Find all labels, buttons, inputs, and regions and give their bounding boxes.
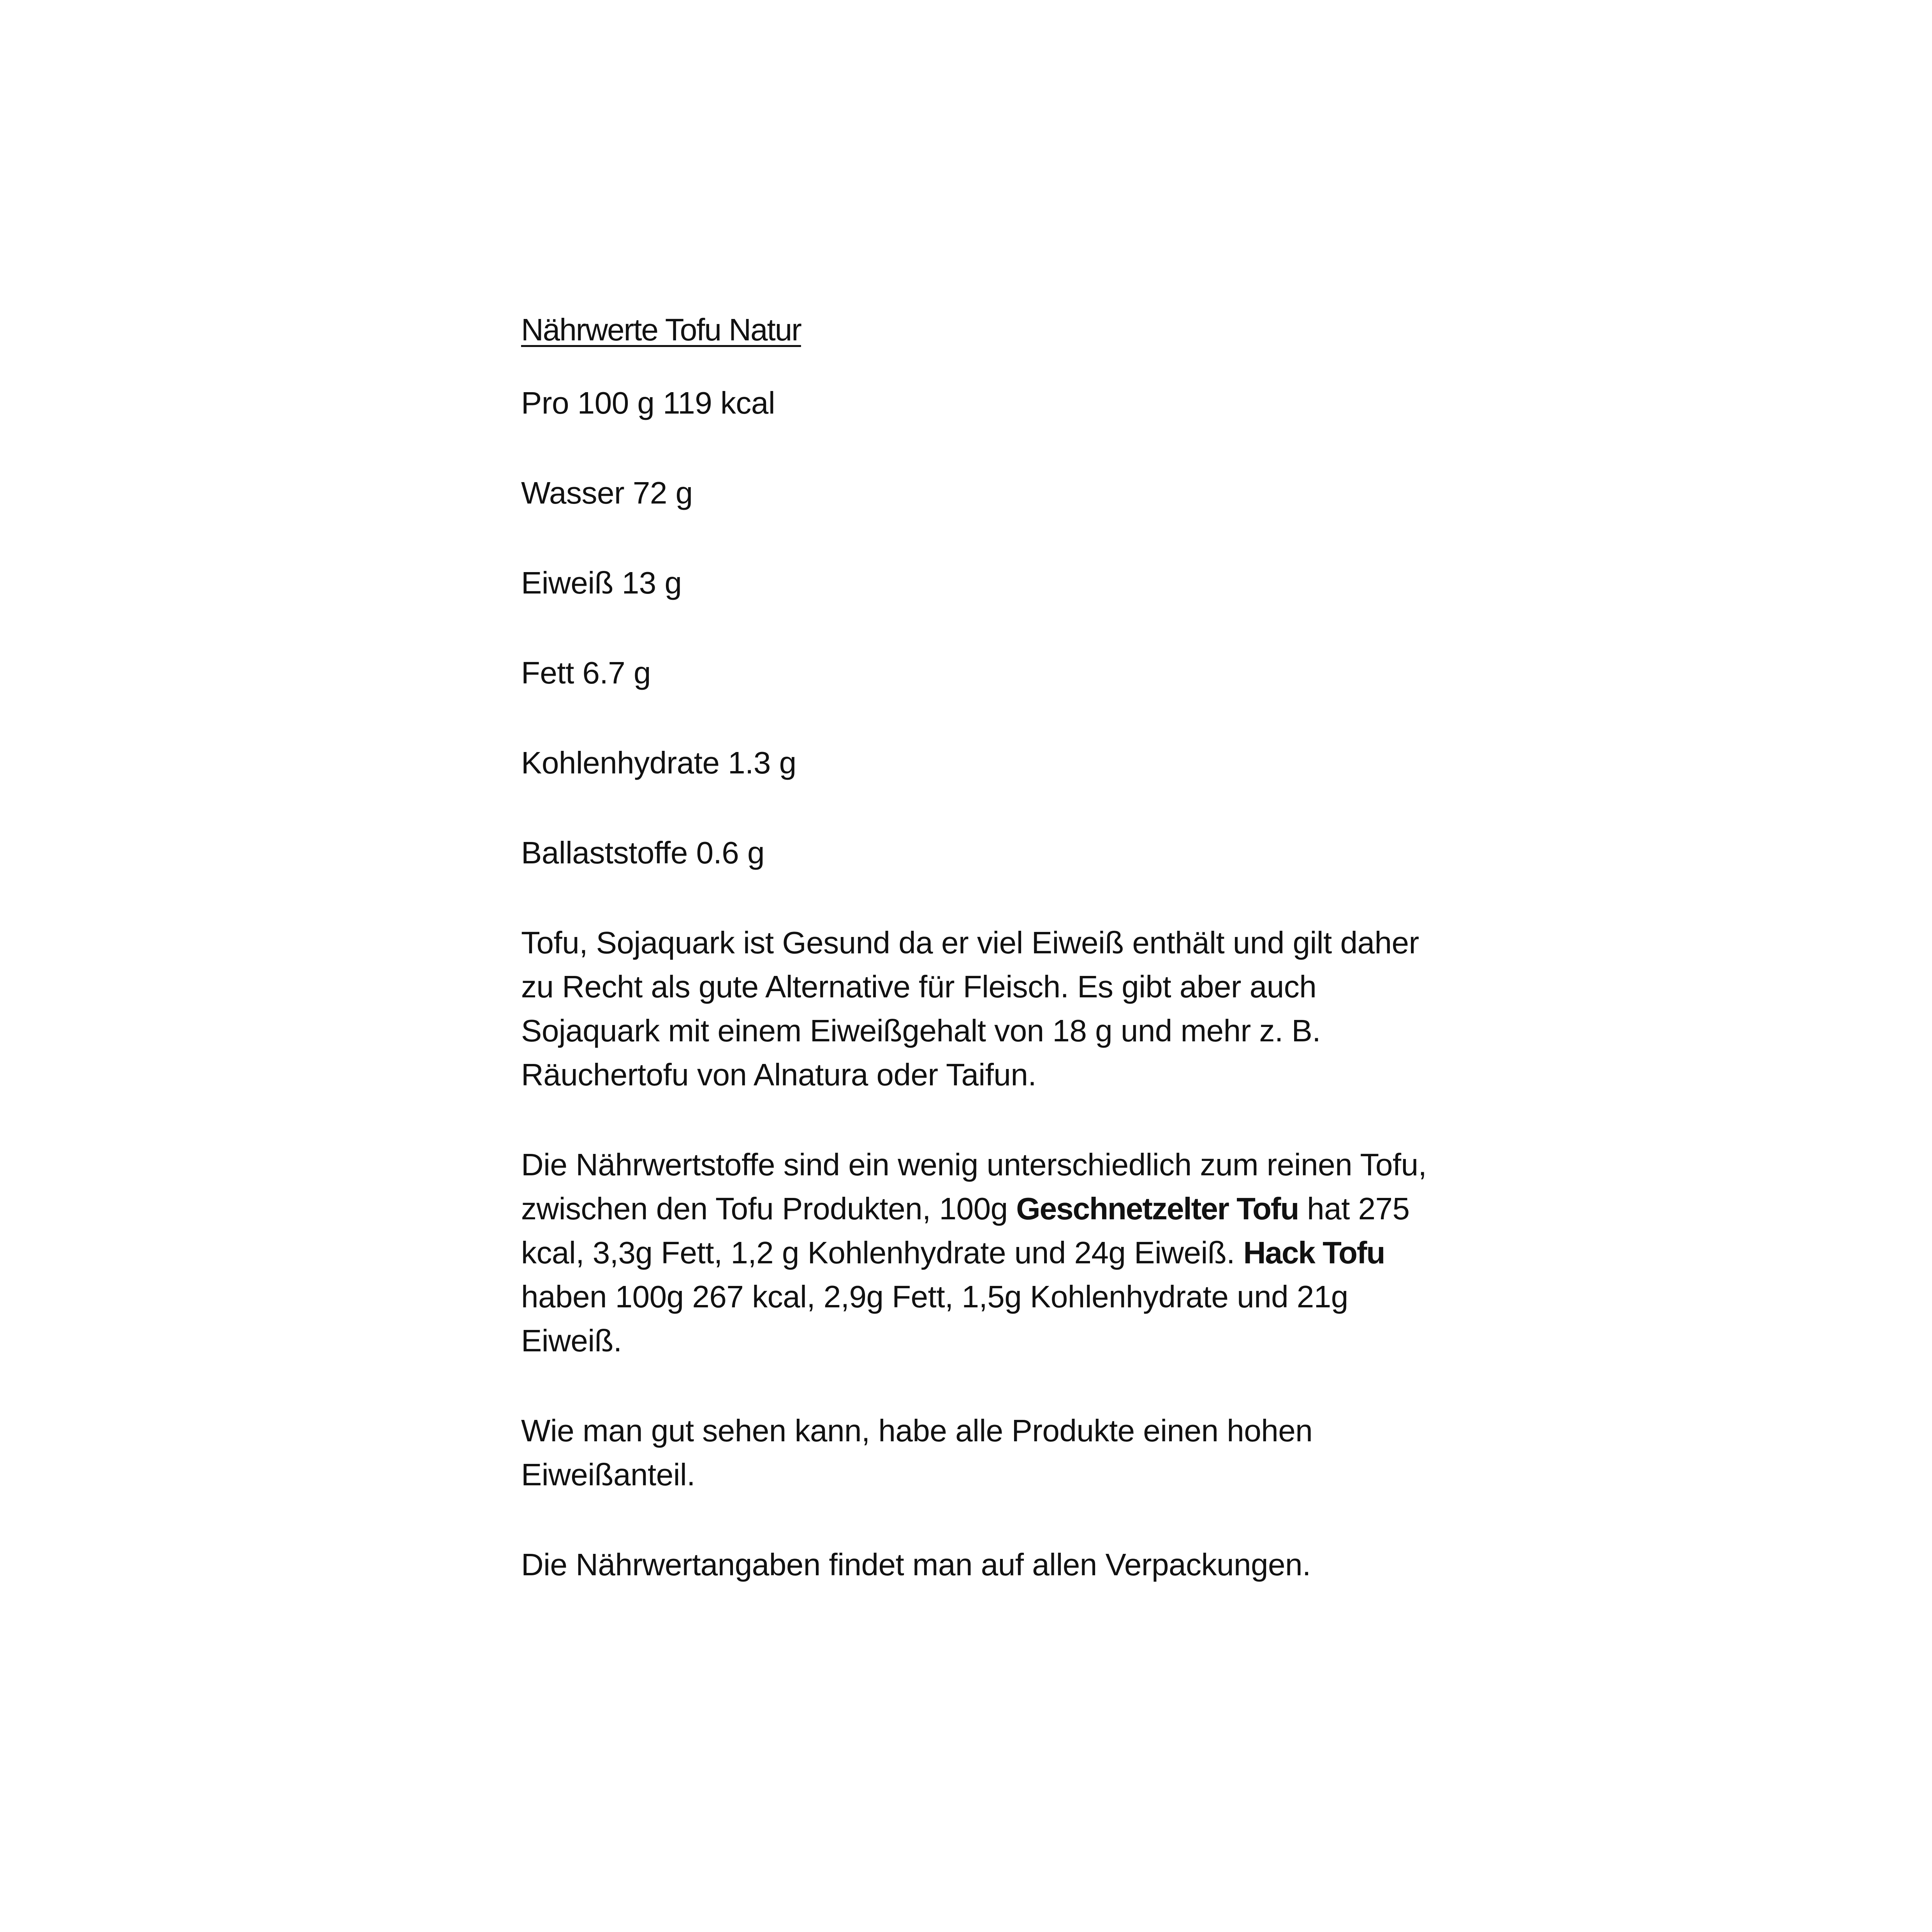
document-body [521,308,1428,1587]
nutrient-calories: Pro 100 g 119 kcal [521,386,775,420]
nutrient-water: Wasser 72 g [521,476,693,510]
paragraph-products-text-3: haben 100g 267 kcal, 2,9g Fett, 1,5g Kohlenhydrate und 21g Eiweiß. [521,1279,1348,1358]
paragraph-conclusion: Wie man gut sehen kann, habe alle Produkte einen hohen Eiweißanteil. [521,1413,1313,1492]
paragraph-packaging: Die Nährwertangaben findet man auf allen Verpackungen. [521,1547,1311,1582]
paragraph-products [521,1143,1428,1363]
document-title: Nährwerte Tofu Natur [521,312,801,347]
product-name-hack: Hack Tofu [1243,1235,1385,1270]
paragraph-products-text-2: hat 275 kcal, 3,3g Fett, 1,2 g Kohlenhydrate und 24g Eiweiß. [521,1191,1410,1270]
nutrient-fiber: Ballaststoffe 0.6 g [521,835,764,870]
nutrient-protein: Eiweiß 13 g [521,565,682,600]
paragraph-intro: Tofu, Sojaquark ist Gesund da er viel Eiweiß enthält und gilt daher zu Recht als gute Alternative für Fleisch. Es gibt aber auch Sojaquark mit einem Eiweißgehalt von 18 g und mehr z. B. Räuchertofu von Alnatura oder Taifun. [521,925,1419,1092]
nutrient-carbohydrates: Kohlenhydrate 1.3 g [521,745,796,780]
paragraph-products-text-1: Die Nährwertstoffe sind ein wenig unterschiedlich zum reinen Tofu, zwischen den Tofu Produkten, 100g [521,1147,1427,1226]
product-name-geschnetzelter: Geschnetzelter Tofu [1016,1191,1299,1226]
nutrient-fat: Fett 6.7 g [521,655,651,690]
